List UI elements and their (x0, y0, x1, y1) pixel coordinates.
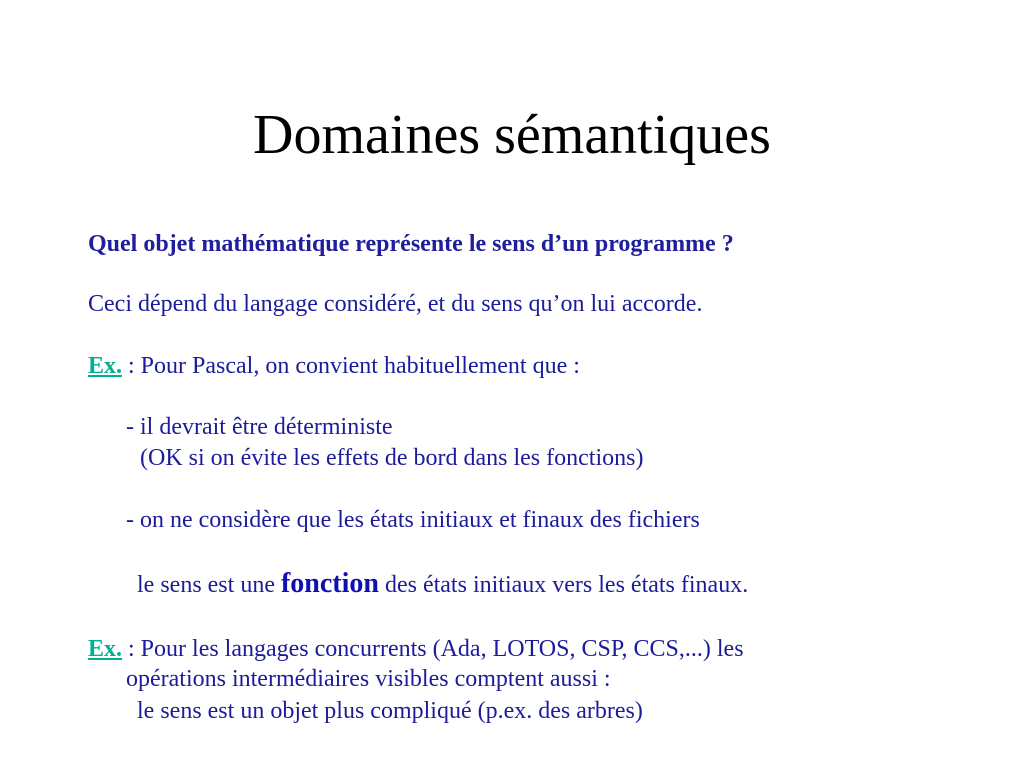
conclusion1-before: le sens est une (137, 572, 281, 598)
example2-line2: opérations intermédiaires visibles comptent aussi : (126, 666, 611, 692)
conclusion1-line (137, 569, 748, 600)
example1-label: Ex. (88, 353, 123, 379)
example2-line3: le sens est un objet plus compliqué (p.ex. des arbres) (137, 698, 643, 724)
question-line: Quel objet mathématique représente le sens d’un programme ? (88, 231, 734, 257)
example2-text: : Pour les langages concurrents (Ada, LOTOS, CSP, CCS,...) les (122, 636, 744, 662)
example2-line1 (88, 634, 744, 664)
conclusion1-after: des états initiaux vers les états finaux. (378, 572, 749, 598)
bullet1-line2: (OK si on évite les effets de bord dans les fonctions) (140, 445, 644, 471)
example2-label: Ex. (88, 636, 123, 662)
example1-line (88, 351, 580, 381)
conclusion1-emphasis: fonction (280, 568, 379, 599)
example1-text: : Pour Pascal, on convient habituellement que : (122, 353, 580, 379)
slide-title: Domaines sémantiques (253, 104, 771, 166)
bullet2-line: - on ne considère que les états initiaux et finaux des fichiers (126, 507, 700, 533)
bullet1-line1: - il devrait être déterministe (126, 414, 393, 440)
intro-line: Ceci dépend du langage considéré, et du sens qu’on lui accorde. (88, 291, 703, 317)
